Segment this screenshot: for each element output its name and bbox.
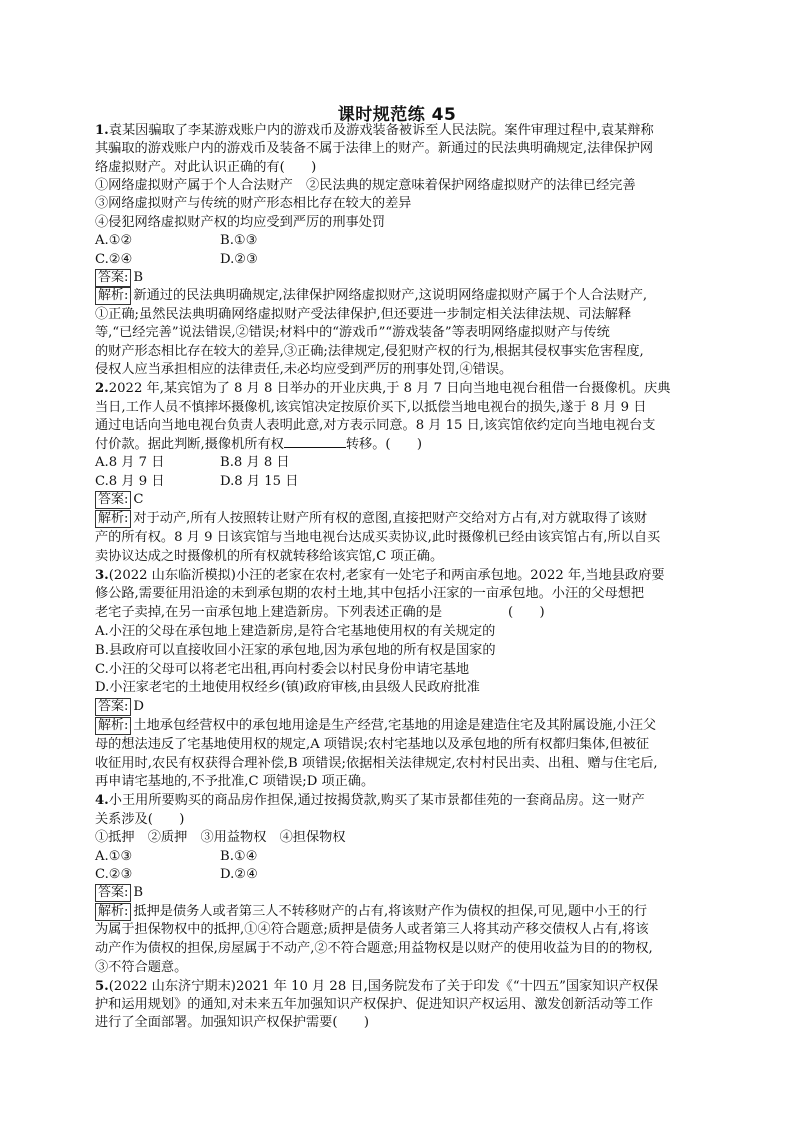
text-line (95, 323, 715, 342)
line-text: 新通过的民法典明确规定,法律保护网络虚拟财产,这说明网络虚拟财产属于个人合法财产, (133, 288, 648, 303)
line-text: B.县政府可以直接收回小汪家的承包地,因为承包地的所有权是国家的 (95, 643, 496, 658)
line-text: 收征用时,农民有权获得合理补偿,B 项错误;依据相关法律规定,农村村民出卖、出租、赠与住宅后, (95, 756, 658, 771)
text-line (95, 697, 715, 716)
option-b: B.①④ (220, 849, 258, 864)
question-number: 3. (95, 568, 109, 583)
option-b: B.①③ (220, 233, 258, 248)
option-line (95, 231, 715, 250)
line-text: ④侵犯网络虚拟财产权的均应受到严厉的刑事处罚 (95, 215, 386, 230)
option-a: A.8 月 7 日 (95, 455, 165, 470)
line-text: C (133, 492, 144, 507)
analysis-label: 解析: (95, 287, 131, 305)
option-a: C.②③ (95, 867, 133, 882)
question-number: 5. (95, 979, 109, 994)
option-b: D.②④ (220, 867, 258, 882)
text-line (95, 398, 715, 417)
line-text: 关系涉及( ) (95, 812, 185, 827)
line-text: 卖协议达成之时摄像机的所有权就转移给该宾馆,C 项正确。 (95, 549, 444, 564)
option-line (95, 472, 715, 491)
line-text: ③网络虚拟财产与传统的财产形态相比存在较大的差异 (95, 196, 412, 211)
text-line (95, 268, 715, 287)
text-line (95, 121, 715, 140)
option-line (95, 865, 715, 884)
answer-label: 答案: (95, 884, 131, 902)
line-text: 抵押是债务人或者第三人不转移财产的占有,将该财产作为债权的担保,可见,题中小王的行 (133, 904, 648, 919)
text-line (95, 995, 715, 1014)
line-text: 等,“已经完善”说法错误,②错误;材料中的“游戏币”“游戏装备”等表明网络虚拟财产与传统 (95, 325, 610, 340)
line-text: ①网络虚拟财产属于个人合法财产 ②民法典的规定意味着保护网络虚拟财产的法律已经完善 (95, 178, 636, 193)
option-a: A.①③ (95, 849, 133, 864)
option-a: A.①② (95, 233, 133, 248)
line-text: 2022 年,某宾馆为了 8 月 8 日举办的开业庆典,于 8 月 7 日向当地电视台租借一台摄像机。庆典 (108, 381, 671, 396)
text-line (95, 286, 715, 305)
answer-label: 答案: (95, 491, 131, 509)
text-line (95, 139, 715, 158)
line-text: (2022 山东济宁期末)2021 年 10 月 28 日,国务院发布了关于印发《“十四五”国家知识产权保 (108, 979, 659, 994)
line-text-tail: 转移。( ) (345, 437, 423, 452)
line-text: 进行了全面部署。加强知识产权保护需要( ) (95, 1015, 370, 1030)
question-number: 2. (95, 381, 109, 396)
text-line (95, 641, 715, 660)
line-text: D (133, 699, 144, 714)
text-line (95, 716, 715, 735)
text-line (95, 176, 715, 195)
line-text: 当日,工作人员不慎摔坏摄像机,该宾馆决定按原价买下,以抵偿当地电视台的损失,遂于 8 月 9 日 (95, 400, 647, 415)
text-line (95, 810, 715, 829)
text-line (95, 379, 715, 398)
line-text: ③不符合题意。 (95, 960, 188, 975)
text-line (95, 435, 715, 454)
text-line (95, 828, 715, 847)
text-line (95, 772, 715, 791)
text-line (95, 213, 715, 232)
text-line (95, 735, 715, 754)
text-line (95, 566, 715, 585)
line-text: 为属于担保物权中的抵押,①④符合题意;质押是债务人或者第三人将其动产移交债权人占有,将该 (95, 922, 649, 937)
line-text: ①抵押 ②质押 ③用益物权 ④担保物权 (95, 830, 346, 845)
line-text: 土地承包经营权中的承包地用途是生产经营,宅基地的用途是建造住宅及其附属设施,小汪父 (133, 718, 657, 733)
line-text: ①正确;虽然民法典明确网络虚拟财产受法律保护,但还要进一步制定相关法律法规、司法解释 (95, 307, 632, 322)
option-b: D.8 月 15 日 (220, 474, 299, 489)
text-line (95, 920, 715, 939)
question-number: 1. (95, 123, 109, 138)
line-text: 老宅子卖掉,在另一亩承包地上建造新房。下列表述正确的是 ( ) (95, 605, 545, 620)
question-number: 4. (95, 793, 109, 808)
option-line (95, 453, 715, 472)
text-line (95, 958, 715, 977)
option-b: B.8 月 8 日 (220, 455, 290, 470)
text-line (95, 509, 715, 528)
analysis-label: 解析: (95, 903, 131, 921)
line-text: 的财产形态相比存在较大的差异,③正确;法律规定,侵犯财产权的行为,根据其侵权事实危害程度, (95, 344, 644, 359)
option-a: C.8 月 9 日 (95, 474, 165, 489)
text-line (95, 622, 715, 641)
text-line (95, 584, 715, 603)
line-text: 络虚拟财产。对此认识正确的有( ) (95, 160, 317, 175)
line-text: C.小汪的父母可以将老宅出租,再向村委会以村民身份申请宅基地 (95, 662, 470, 677)
text-line (95, 977, 715, 996)
text-line (95, 547, 715, 566)
line-text: B (133, 885, 144, 900)
line-text: 母的想法违反了宅基地使用权的规定,A 项错误;农村宅基地以及承包地的所有权都归集体,但被征 (95, 737, 650, 752)
line-text: 小王用所要购买的商品房作担保,通过按揭贷款,购买了某市景都佳苑的一套商品房。这一财产 (108, 793, 645, 808)
answer-label: 答案: (95, 698, 131, 716)
text-line (95, 416, 715, 435)
line-text: 付价款。据此判断,摄像机所有权 (95, 437, 284, 452)
line-text: 修公路,需要征用沿途的未到承包期的农村土地,其中包括小汪家的一亩承包地。小汪的父母想把 (95, 586, 645, 601)
line-text: A.小汪的父母在承包地上建造新房,是符合宅基地使用权的有关规定的 (95, 624, 496, 639)
option-b: D.②③ (220, 252, 258, 267)
line-text: 其骗取的游戏账户内的游戏币及装备不属于法律上的财产。新通过的民法典明确规定,法律保护网 (95, 141, 654, 156)
line-text: (2022 山东临沂模拟)小汪的老家在农村,老家有一处宅子和两亩承包地。2022 年,当地县政府要 (108, 568, 665, 583)
line-text: 产的所有权。8 月 9 日该宾馆与当地电视台达成买卖协议,此时摄像机已经由该宾馆占有,所以自买 (95, 530, 661, 545)
line-text: 再申请宅基地的,不予批准,C 项错误;D 项正确。 (95, 774, 375, 789)
analysis-label: 解析: (95, 510, 131, 528)
text-line (95, 528, 715, 547)
text-line (95, 678, 715, 697)
text-line (95, 902, 715, 921)
text-line (95, 791, 715, 810)
text-line (95, 939, 715, 958)
text-line (95, 194, 715, 213)
option-line (95, 847, 715, 866)
line-text: 护和运用规划》的通知,对未来五年加强知识产权保护、促进知识产权运用、激发创新活动等工作 (95, 997, 654, 1012)
line-text: B (133, 270, 144, 285)
answer-label: 答案: (95, 269, 131, 287)
page-title: 课时规范练 45 (337, 105, 457, 125)
line-text: 对于动产,所有人按照转让财产所有权的意图,直接把财产交给对方占有,对方就取得了该财 (133, 511, 648, 526)
option-a: C.②④ (95, 252, 133, 267)
analysis-label: 解析: (95, 717, 131, 735)
line-text: 袁某因骗取了李某游戏账户内的游戏币及游戏装备被诉至人民法院。案件审理过程中,袁某辩称 (108, 123, 654, 138)
line-text: 侵权人应当承担相应的法律责任,未必均应受到严厉的刑事处罚,④错误。 (95, 362, 513, 377)
text-line (95, 754, 715, 773)
line-text: D.小汪家老宅的土地使用权经乡(镇)政府审核,由县级人民政府批准 (95, 680, 480, 695)
option-line (95, 250, 715, 269)
line-text: 动产作为债权的担保,房屋属于不动产,②不符合题意;用益物权是以财产的使用收益为目的的物权, (95, 941, 653, 956)
text-line (95, 360, 715, 379)
line-text: 通过电话向当地电视台负责人表明此意,对方表示同意。8 月 15 日,该宾馆依约定向当地电视台支 (95, 418, 656, 433)
fill-blank (284, 435, 346, 448)
text-line (95, 305, 715, 324)
text-line (95, 883, 715, 902)
text-line (95, 490, 715, 509)
text-line (95, 158, 715, 177)
text-line (95, 660, 715, 679)
text-line (95, 603, 715, 622)
text-line (95, 342, 715, 361)
text-line (95, 1013, 715, 1032)
